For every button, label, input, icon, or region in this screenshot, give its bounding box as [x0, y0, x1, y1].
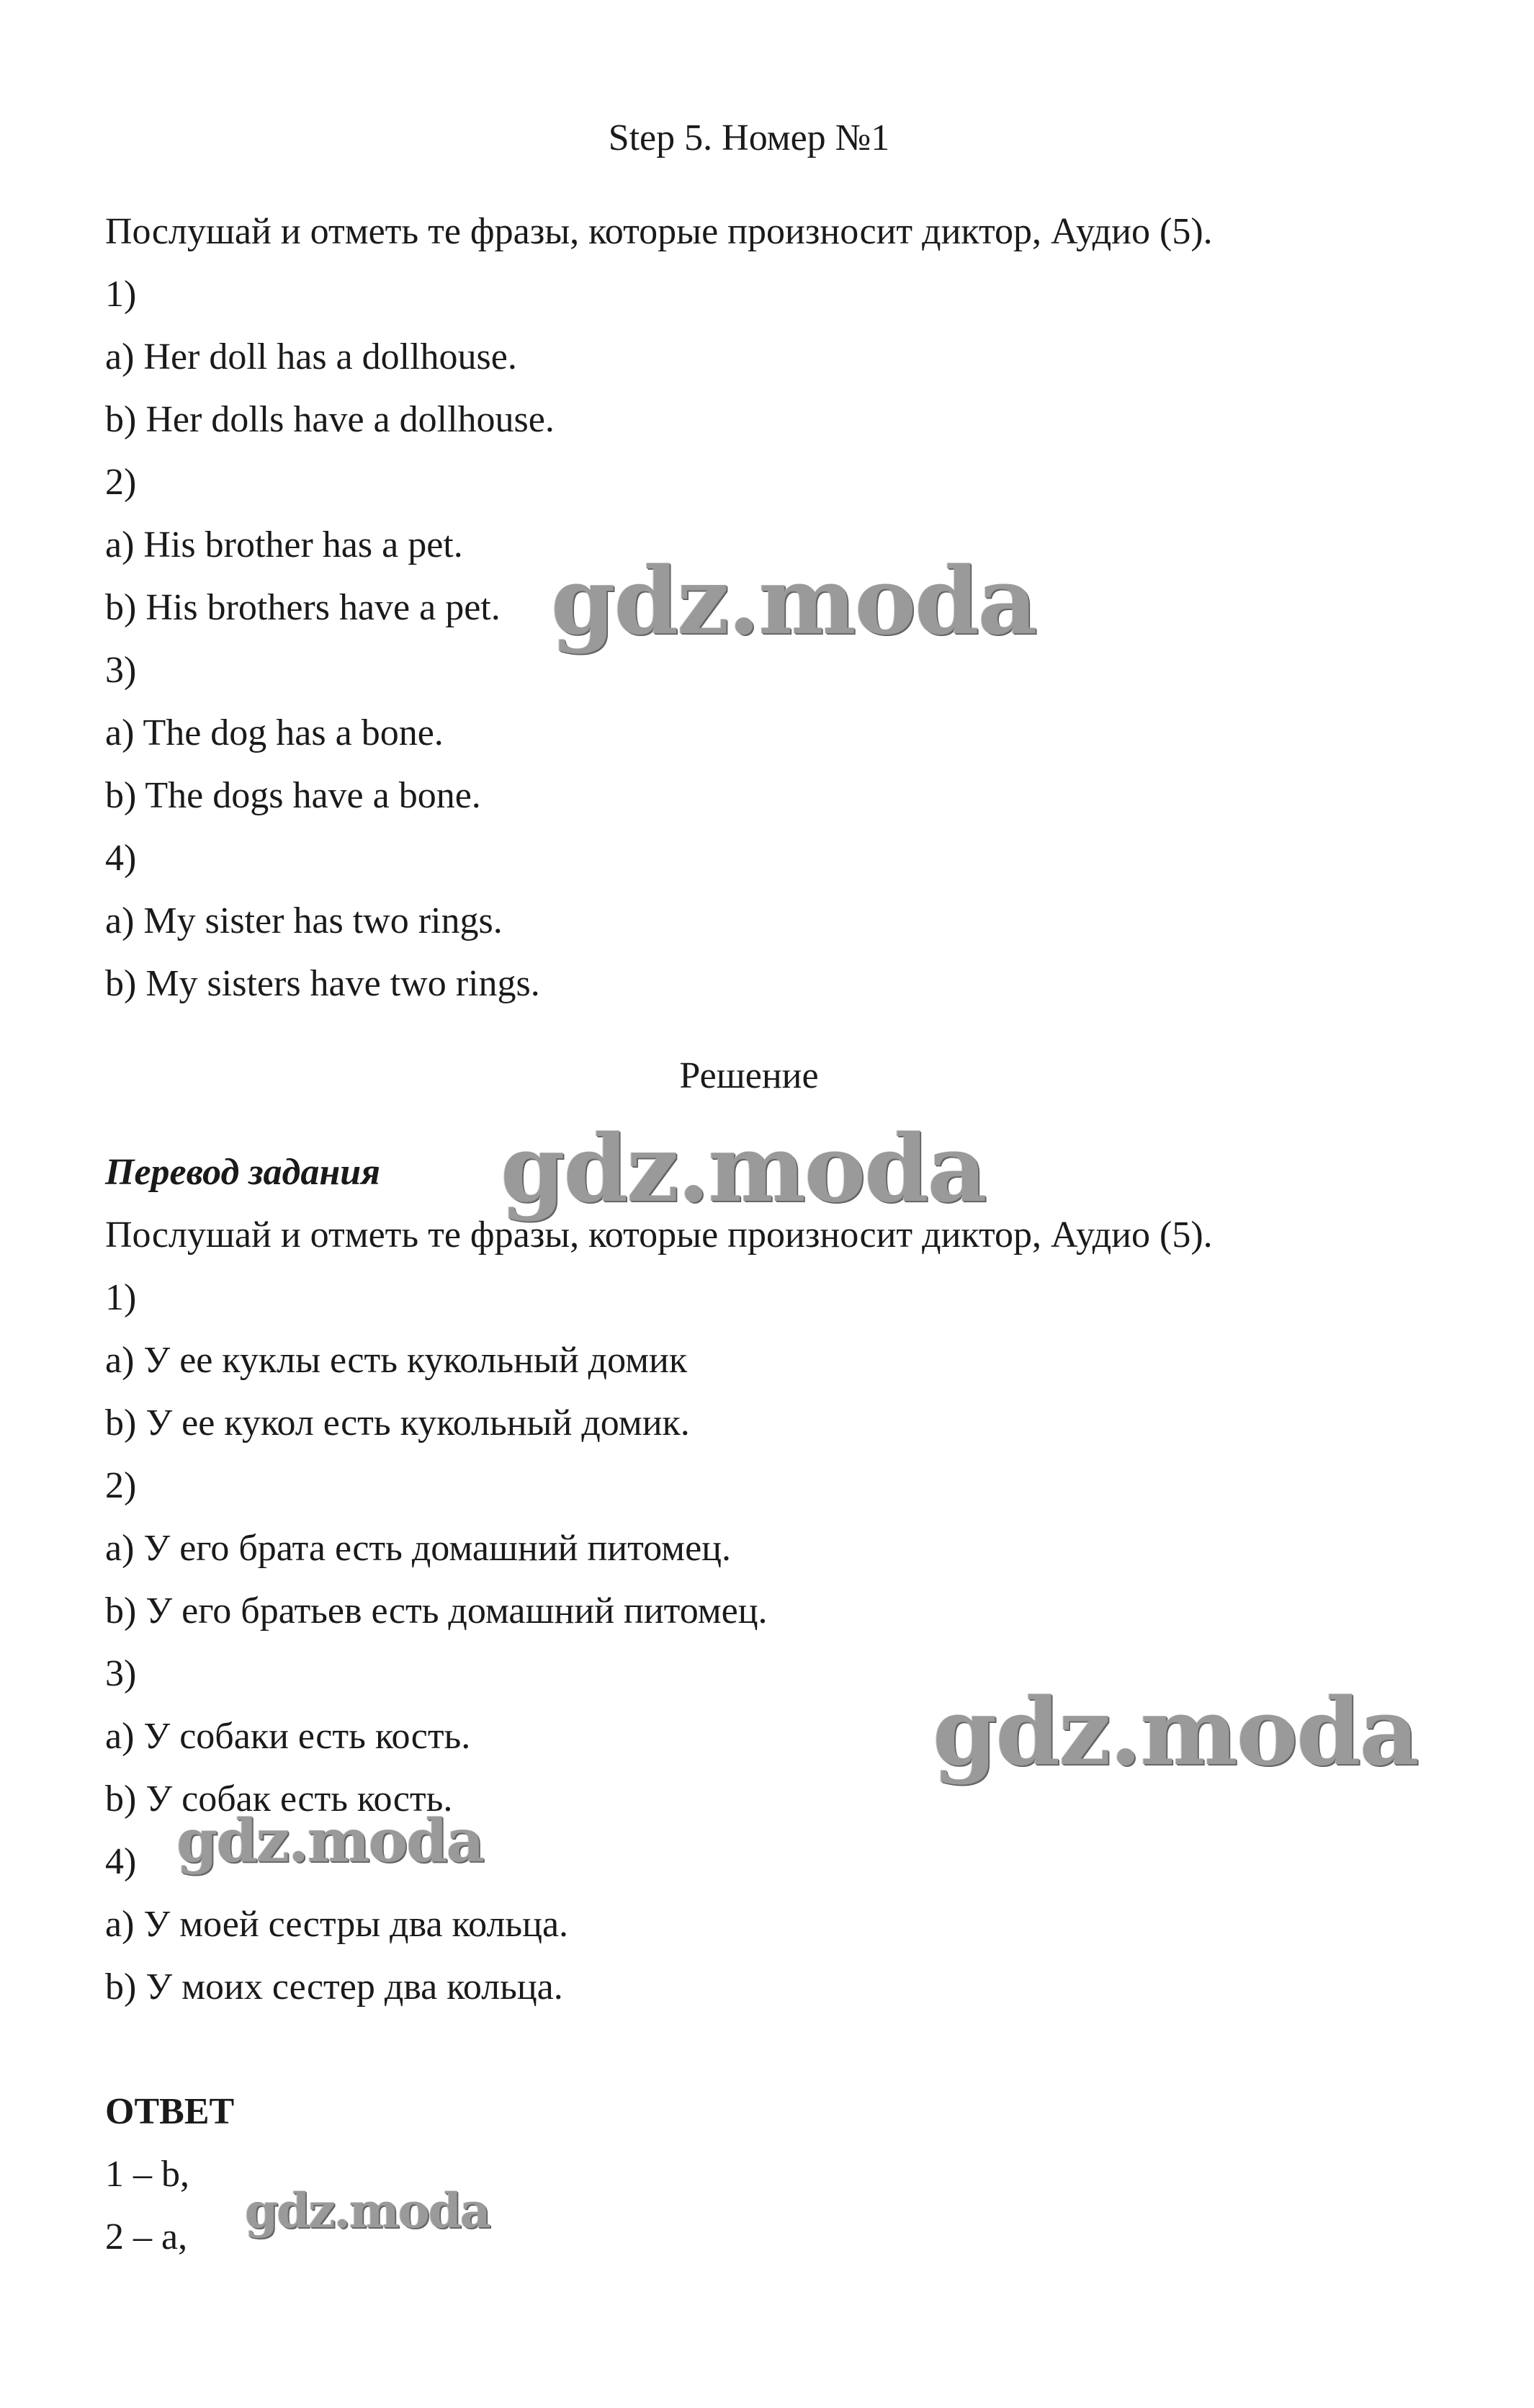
- answer-line: 2 – a,: [105, 2216, 188, 2257]
- watermark: gdz.moda: [501, 1115, 986, 1223]
- watermark: gdz.moda: [176, 1807, 483, 1876]
- translation-line: b) У собак есть кость.: [105, 1778, 453, 1820]
- task-line: b) The dogs have a bone.: [105, 775, 481, 816]
- task-instruction: Послушай и отметь те фразы, которые произносит диктор, Аудио (5).: [105, 211, 1213, 252]
- task-line: a) My sister has two rings.: [105, 900, 503, 941]
- translation-instruction: Послушай и отметь те фразы, которые произносит диктор, Аудио (5).: [105, 1214, 1213, 1256]
- translation-line: a) У собаки есть кость.: [105, 1716, 471, 1757]
- task-line: 3): [105, 650, 137, 691]
- translation-line: a) У его брата есть домашний питомец.: [105, 1528, 731, 1569]
- task-line: 4): [105, 838, 137, 879]
- translation-line: 1): [105, 1277, 137, 1318]
- task-line: b) Her dolls have a dollhouse.: [105, 399, 555, 440]
- watermark: gdz.moda: [551, 547, 1036, 655]
- task-line: b) My sisters have two rings.: [105, 963, 540, 1004]
- translation-line: a) У моей сестры два кольца.: [105, 1904, 569, 1945]
- translation-line: b) У его братьев есть домашний питомец.: [105, 1590, 768, 1632]
- translation-line: b) У ее кукол есть кукольный домик.: [105, 1402, 690, 1444]
- page-title: Step 5. Номер №1: [608, 117, 890, 158]
- translation-line: 3): [105, 1653, 137, 1694]
- task-line: a) The dog has a bone.: [105, 712, 444, 753]
- translation-line: 4): [105, 1841, 137, 1882]
- task-line: 2): [105, 462, 137, 503]
- translation-line: a) У ее куклы есть кукольный домик: [105, 1340, 688, 1381]
- answer-heading: ОТВЕТ: [105, 2091, 235, 2132]
- solution-heading: Решение: [679, 1055, 819, 1096]
- task-line: 1): [105, 274, 137, 315]
- translation-heading: Перевод задания: [105, 1152, 380, 1193]
- task-line: b) His brothers have a pet.: [105, 587, 501, 628]
- task-line: a) His brother has a pet.: [105, 524, 463, 565]
- task-line: a) Her doll has a dollhouse.: [105, 336, 517, 377]
- answer-line: 1 – b,: [105, 2154, 189, 2195]
- watermark: gdz.moda: [245, 2183, 490, 2239]
- translation-line: 2): [105, 1465, 137, 1506]
- translation-line: b) У моих сестер два кольца.: [105, 1966, 563, 2008]
- watermark: gdz.moda: [933, 1678, 1418, 1786]
